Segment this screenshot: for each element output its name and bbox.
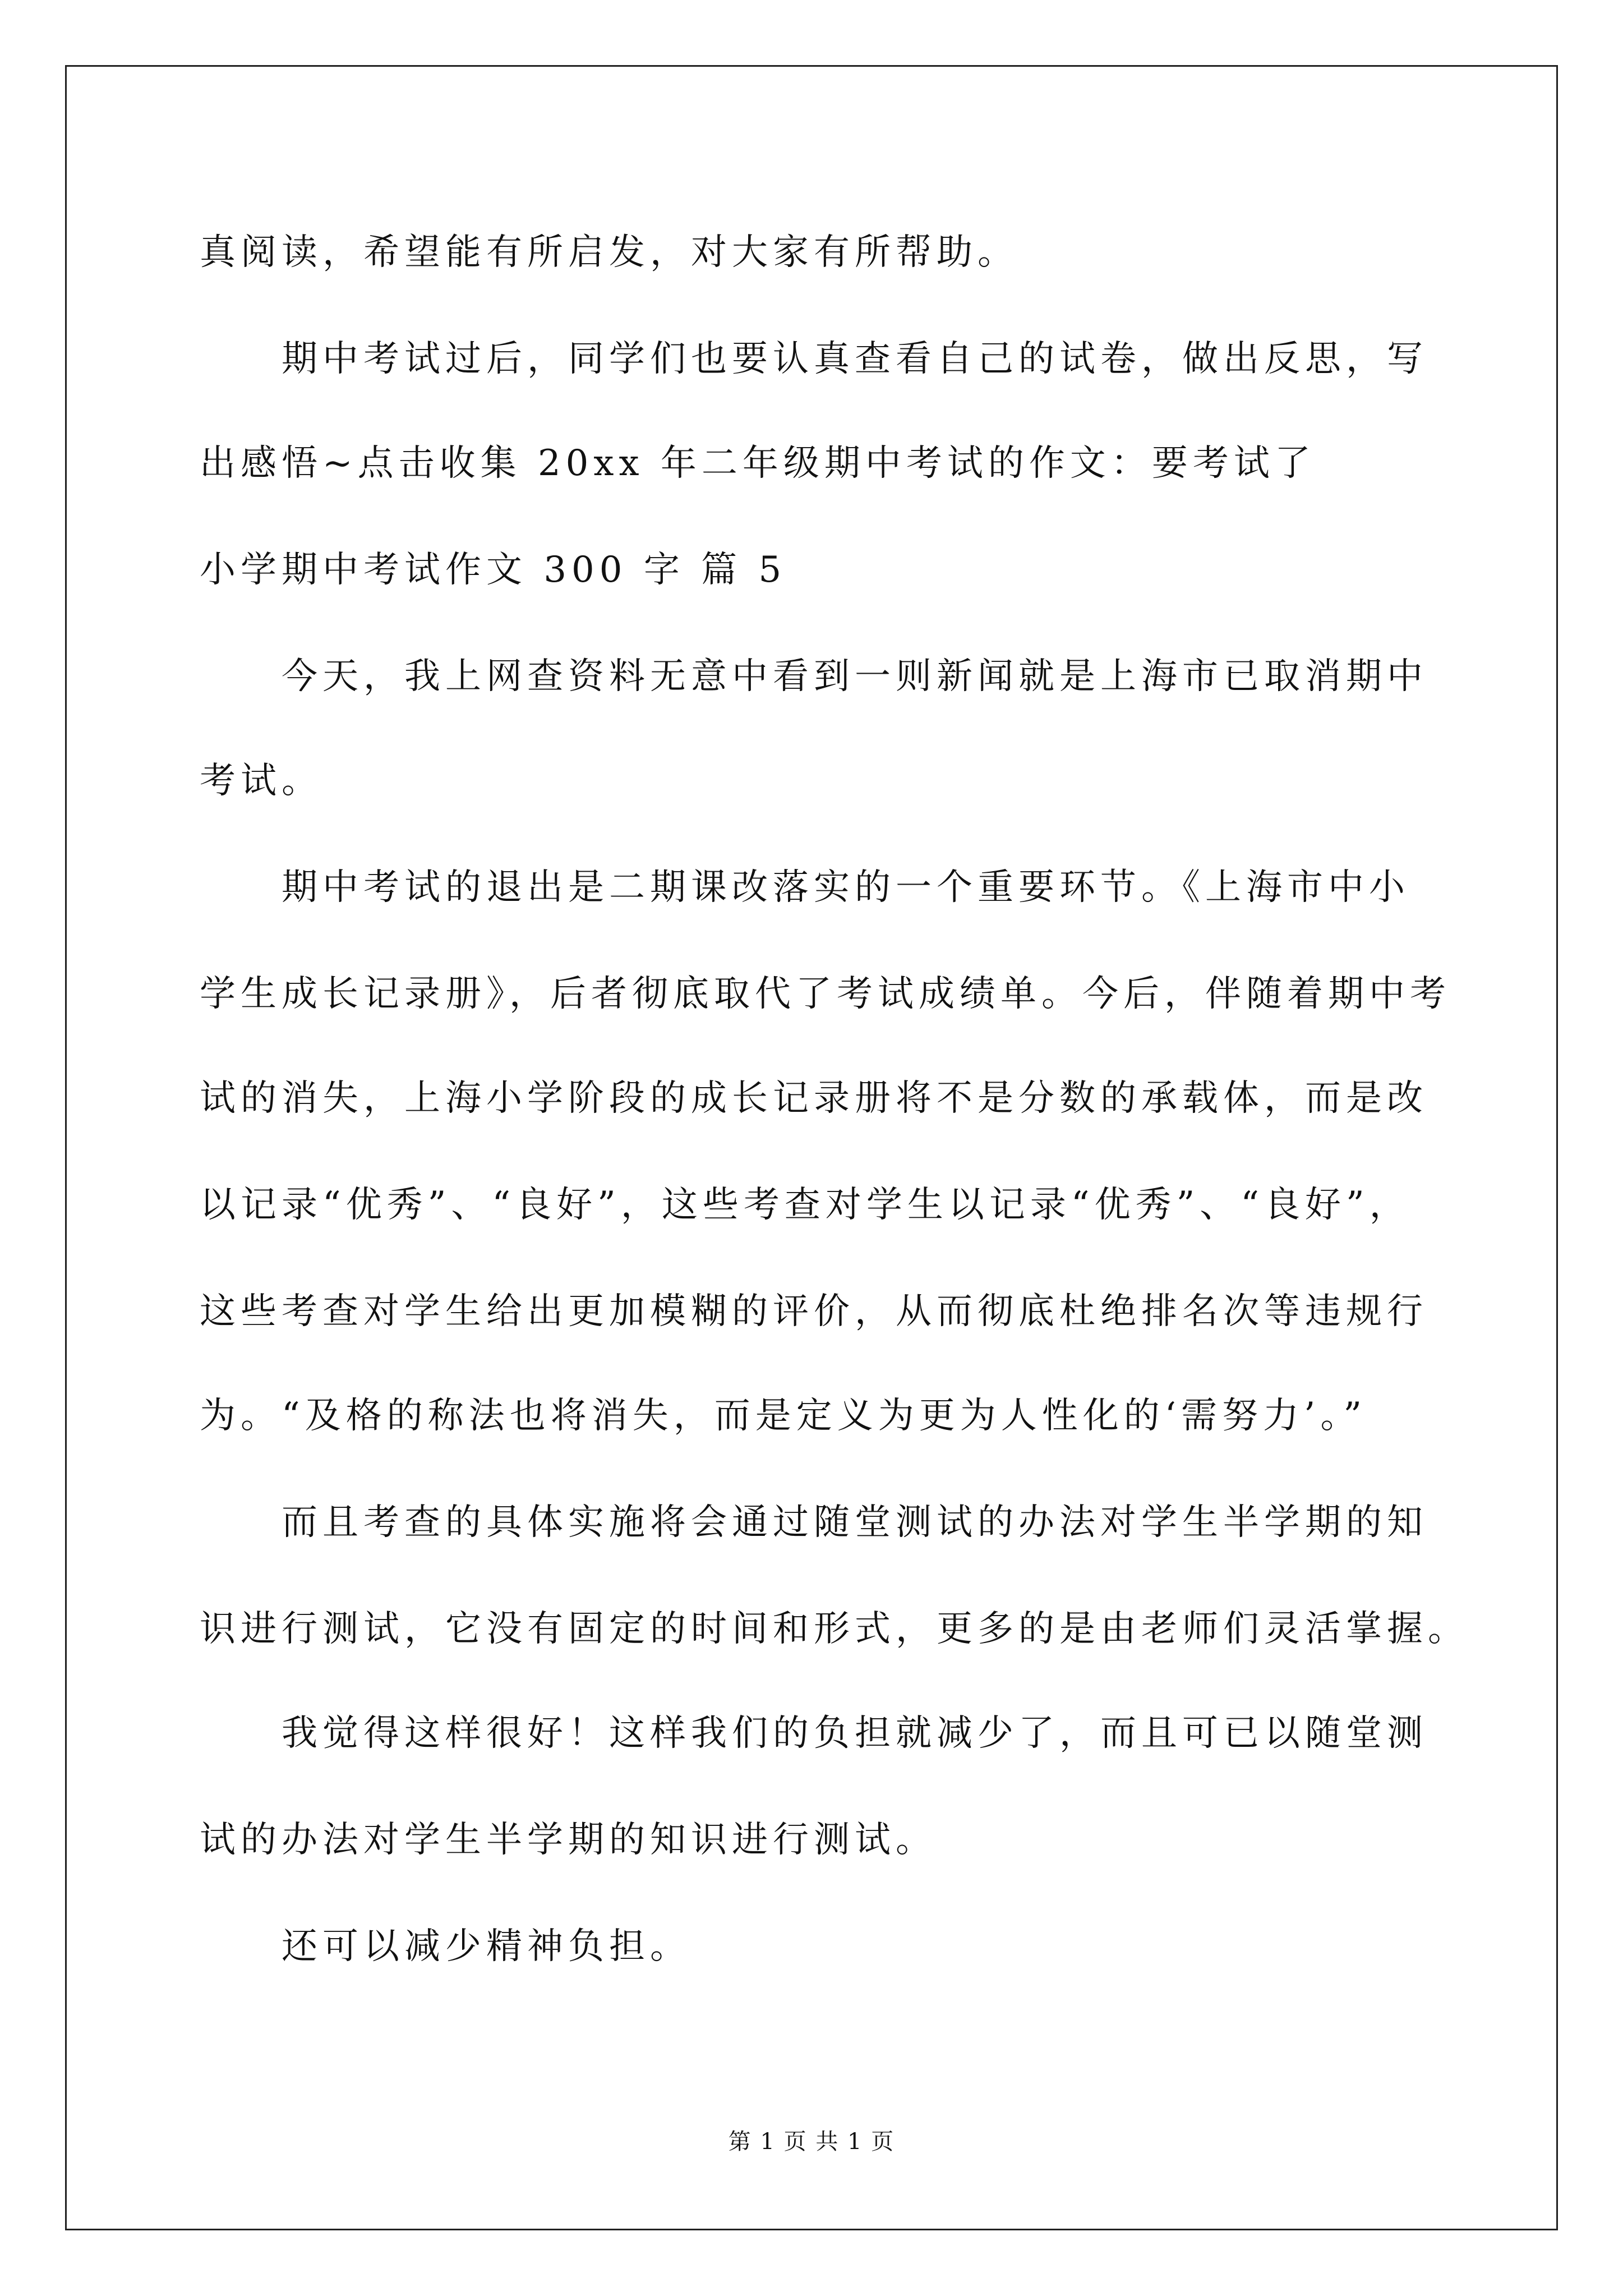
paragraph-line: 期中考试的退出是二期课改落实的一个重要环节。《上海市中小 (282, 867, 1410, 908)
text-line: 这些考查对学生给出更加模糊的评价，从而彻底杜绝排名次等违规行 (200, 1291, 1428, 1332)
page-border (65, 65, 1558, 2230)
text-line: 试的消失，上海小学阶段的成长记录册将不是分数的承载体，而是改 (200, 1078, 1428, 1119)
paragraph-line: 我觉得这样很好！这样我们的负担就减少了，而且可已以随堂测 (282, 1713, 1428, 1754)
text-line: 出感悟~点击收集 20xx 年二年级期中考试的作文：要考试了 (200, 443, 1316, 484)
section-heading: 小学期中考试作文 300 字 篇 5 (200, 549, 787, 591)
page-number-footer: 第 1 页 共 1 页 (728, 2129, 895, 2155)
text-line: 试的办法对学生半学期的知识进行测试。 (200, 1819, 937, 1861)
text-line: 真阅读，希望能有所启发，对大家有所帮助。 (200, 232, 1018, 273)
paragraph-line: 期中考试过后，同学们也要认真查看自己的试卷，做出反思，写 (282, 338, 1428, 380)
text-line: 以记录“优秀”、“良好”，这些考查对学生以记录“优秀”、“良好”， (200, 1184, 1410, 1226)
text-line: 为。“及格的称法也将消失，而是定义为更为人性化的‘需努力’。” (200, 1395, 1367, 1437)
text-line: 识进行测试，它没有固定的时间和形式，更多的是由老师们灵活掌握。 (200, 1608, 1469, 1650)
text-line: 考试。 (200, 760, 322, 802)
paragraph-line: 而且考查的具体实施将会通过随堂测试的办法对学生半学期的知 (282, 1502, 1428, 1543)
text-line: 学生成长记录册》，后者彻底取代了考试成绩单。今后，伴随着期中考 (200, 973, 1451, 1015)
paragraph-line: 还可以减少精神负担。 (282, 1926, 691, 1967)
paragraph-line: 今天，我上网查资料无意中看到一则新闻就是上海市已取消期中 (282, 656, 1428, 697)
